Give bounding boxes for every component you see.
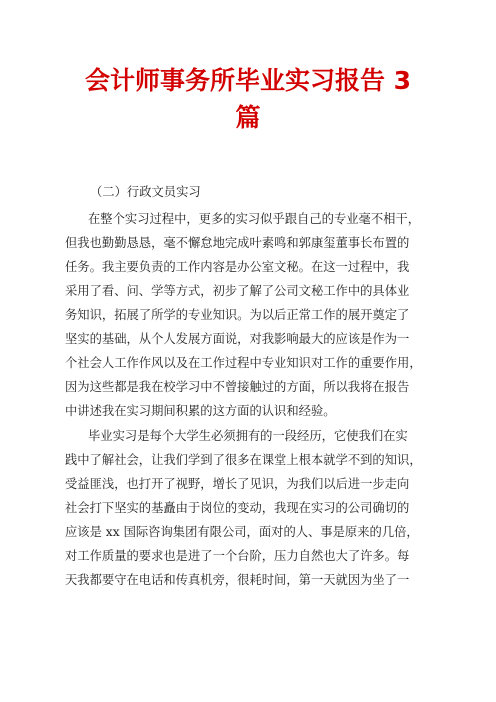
body-line: 应该是 xx 国际咨询集团有限公司，面对的人、事是原来的几倍， bbox=[65, 525, 419, 539]
document-title bbox=[40, 62, 456, 136]
body-line: 任务。我主要负责的工作内容是办公室文秘。在这一过程中，我 bbox=[65, 260, 410, 274]
body-line: 坚实的基础，从个人发展方面说，对我影响最大的应该是作为一 bbox=[65, 332, 410, 346]
body-line: 天我都要守在电话和传真机旁，很耗时间，第一天就因为坐了一 bbox=[65, 573, 410, 587]
body-line: 在整个实习过程中，更多的实习似乎跟自己的专业毫不相干， bbox=[88, 212, 421, 226]
title-line-1: 会计师事务所毕业实习报告 3 bbox=[84, 66, 412, 95]
section-heading: （二）行政文员实习 bbox=[90, 185, 201, 199]
body-line: 采用了看、问、学等方式，初步了解了公司文秘工作中的具体业 bbox=[65, 284, 410, 298]
body-line: 践中了解社会，让我们学到了很多在课堂上根本就学不到的知识， bbox=[65, 453, 422, 467]
body-line: 毕业实习是每个大学生必须拥有的一段经历，它使我们在实 bbox=[88, 429, 408, 443]
body-line: 因为这些都是我在校学习中不曾接触过的方面，所以我将在报告 bbox=[65, 380, 410, 394]
title-line-2: 篇 bbox=[235, 103, 261, 132]
body-line: 中讲述我在实习期间积累的这方面的认识和经验。 bbox=[65, 404, 336, 418]
body-line: 务知识，拓展了所学的专业知识。为以后正常工作的展开奠定了 bbox=[65, 308, 410, 322]
body-line: 受益匪浅，也打开了视野，增长了见识，为我们以后进一步走向 bbox=[65, 477, 410, 491]
body-line: 对工作质量的要求也是进了一个台阶，压力自然也大了许多。每 bbox=[65, 549, 410, 563]
body-line: 社会打下坚实的基矗由于岗位的变动，我现在实习的公司确切的 bbox=[65, 501, 410, 515]
body-line: 个社会人工作作风以及在工作过程中专业知识对工作的重要作用， bbox=[65, 356, 422, 370]
body-line: 但我也勤勤恳恳，毫不懈怠地完成叶素鸣和郭康玺董事长布置的 bbox=[65, 236, 410, 250]
